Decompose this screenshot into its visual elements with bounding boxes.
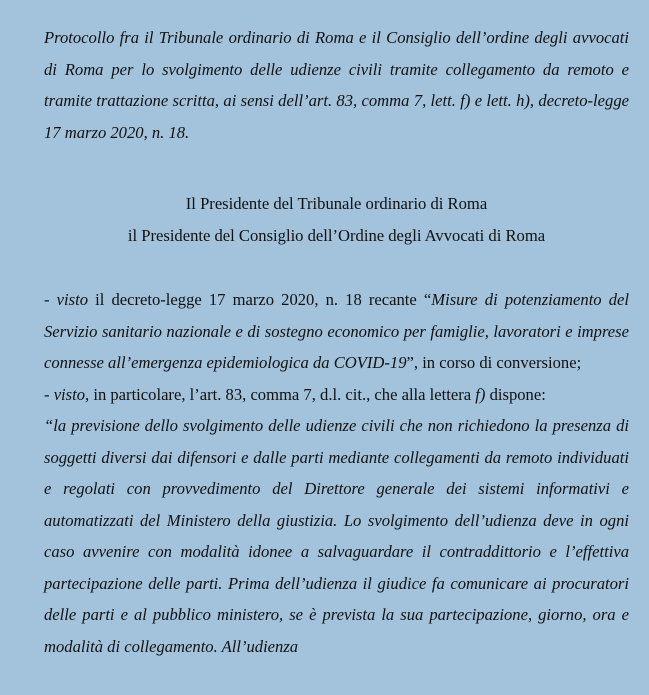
lettera-ref: f): [475, 384, 486, 404]
heading-block: [44, 188, 629, 251]
paragraph-text: ”, in corso di conversione;: [406, 353, 582, 372]
visto-keyword: visto: [53, 384, 86, 404]
paragraph-visto-art83: [44, 379, 629, 411]
document-body: [44, 284, 629, 662]
paragraph-text: dispone:: [485, 384, 546, 404]
heading-line-tribunale: Il Presidente del Tribunale ordinario di Roma: [185, 194, 488, 213]
document-title: Protocollo fra il Tribunale ordinario di Roma e il Consiglio dell’ordine degli avvocati di Roma per lo svolgimento delle udienze civili tramite collegamento da remoto e tramite trattazione scritta, ai sensi dell’art. 83, comma 7, lett. f) e lett. h), decreto-legge 17 marzo 2020, n. 18.: [44, 28, 629, 142]
quoted-provision: “la previsione dello svolgimento delle udienze civili che non richiedono la presenza di soggetti diversi dai difensori e dalle parti mediante collegamenti da remoto individuati e regolati con provvedimento del Direttore generale dei sistemi informativi e automatizzati del Ministero della giustizia. Lo svolgimento dell’udienza deve in ogni caso avvenire con modalità idonee a salvaguardare il contraddittorio e l’effettiva partecipazione delle parti. Prima dell’udienza il giudice fa comunicare ai procuratori delle parti e al pubblico ministero, se è prevista la sua partecipazione, giorno, ora e modalità di collegamento. All’udienza: [44, 416, 629, 656]
heading-line-consiglio: il Presidente del Consiglio dell’Ordine degli Avvocati di Roma: [127, 225, 546, 245]
visto-keyword: visto: [56, 290, 88, 309]
decree-title: Misure di potenziamento del Servizio sanitario nazionale e di sostegno economico per famiglie, lavoratori e imprese connesse all’emergenza epidemiologica da COVID-19: [44, 290, 629, 372]
bullet-dash: -: [44, 384, 54, 404]
paragraph-visto-decreto: [44, 284, 629, 379]
paragraph-text: , in particolare, l’art. 83, comma 7, d.l. cit., che alla lettera: [85, 384, 476, 404]
paragraph-text: il decreto-legge 17 marzo 2020, n. 18 recante “: [88, 290, 432, 309]
bullet-dash: -: [44, 290, 57, 309]
